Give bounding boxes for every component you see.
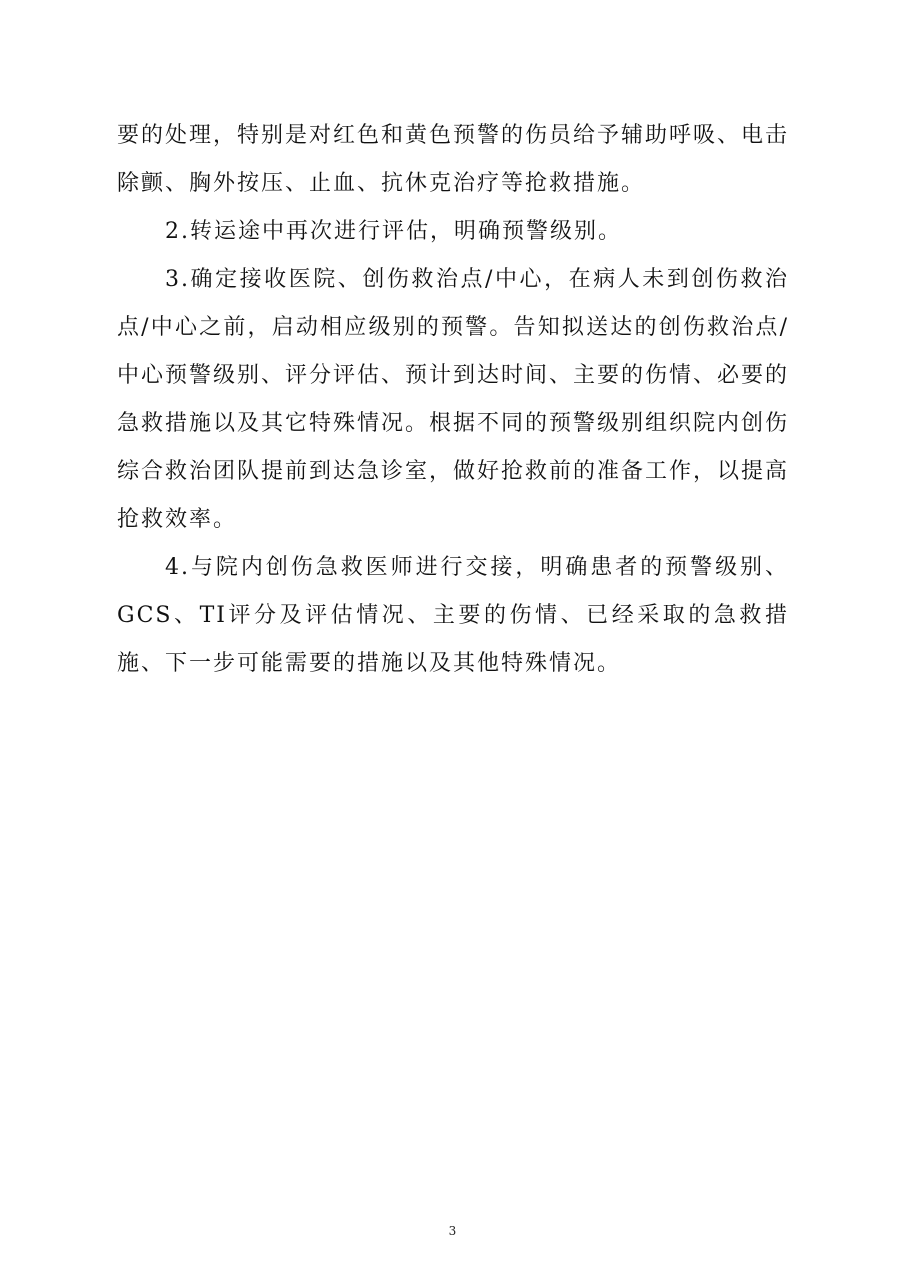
paragraph-item-3: 3.确定接收医院、创伤救治点/中心，在病人未到创伤救治点/中心之前，启动相应级别的预警。告知拟送达的创伤救治点/中心预警级别、评分评估、预计到达时间、主要的伤情、必要的急救措施以及其它特殊情况。根据不同的预警级别组织院内创伤综合救治团队提前到达急诊室，做好抢救前的准备工作，以提高抢救效率。	[117, 267, 790, 532]
page-number: 3	[448, 1224, 457, 1238]
paragraph-item-2: 2.转运途中再次进行评估，明确预警级别。	[165, 219, 622, 244]
paragraph-item-4: 4.与院内创伤急救医师进行交接，明确患者的预警级别、GCS、TI评分及评估情况、主要的伤情、已经采取的急救措施、下一步可能需要的措施以及其他特殊情况。	[117, 555, 789, 676]
document-body	[117, 112, 789, 688]
paragraph-continuation: 要的处理，特别是对红色和黄色预警的伤员给予辅助呼吸、电击除颤、胸外按压、止血、抗休克治疗等抢救措施。	[117, 123, 790, 196]
